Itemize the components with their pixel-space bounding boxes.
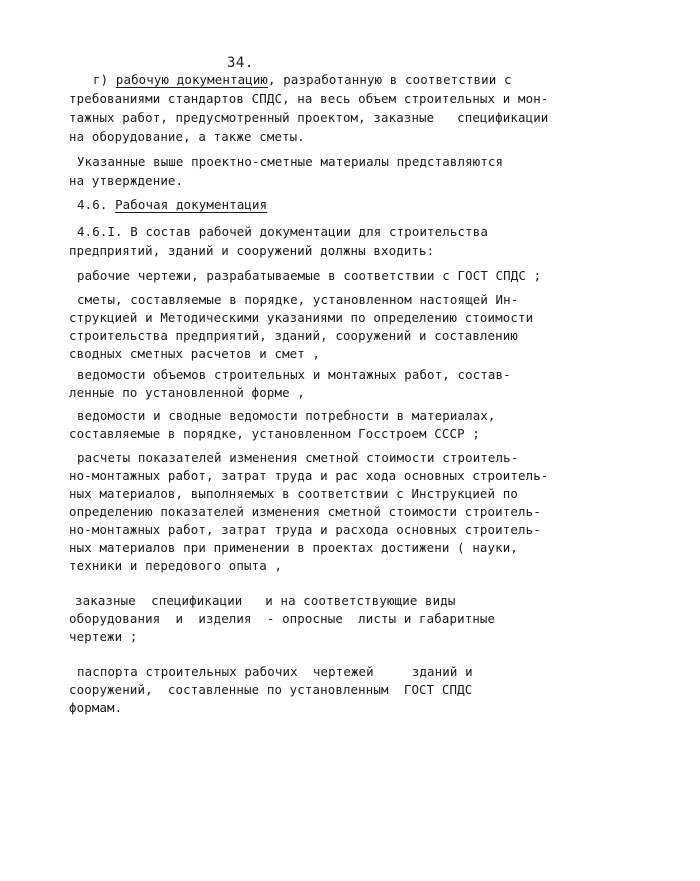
item-marker: г) [93,72,116,87]
text-line: определению показателей изменения сметной стоимости строитель- [69,504,541,519]
text-line: составляемые в порядке, установленном Госстроем СССР ; [69,426,480,441]
section-heading [77,196,267,214]
text-line: но-монтажных работ, затрат труда и расхода основных строитель- [69,522,541,537]
text-line: сводных сметных расчетов и смет , [69,346,321,361]
text-line: оборудования и изделия - опросные листы и габаритные [69,611,496,626]
text-line: предприятий, зданий и сооружений должны входить: [69,243,435,258]
text-line: ных материалов, выполняемых в соответствии с Инструкцией по [69,486,518,501]
text-line: ленные по установленной форме , [69,385,305,400]
page-number: 34. [227,55,254,71]
text-line: требованиями стандартов СПДС, на весь объем строительных и мон- [69,91,549,106]
text-line: техники и передового опыта , [69,558,283,573]
list-item: ведомости и сводные ведомости потребности в материалах, [77,408,496,423]
text-line: на оборудование, а также сметы. [69,129,305,144]
list-item: расчеты показателей изменения сметной стоимости строитель- [77,450,519,465]
list-item: ведомости объемов строительных и монтажных работ, состав- [77,367,511,382]
section-number: 4.6. [77,197,116,212]
line-text: , разработанную в соответствии с [268,72,512,87]
text-line: 4.6.I. В состав рабочей документации для строительства [77,224,488,239]
underlined-term: рабочую документацию [115,72,269,87]
list-item: сметы, составляемые в порядке, установленном настоящей Ин- [77,292,519,307]
text-line: ных материалов при применении в проектах достижени ( науки, [69,540,518,555]
text-line: строительства предприятий, зданий, сооружений и составлению [69,328,518,343]
text-line: сооружений, составленные по установленным ГОСТ СПДС [69,682,473,697]
list-item: заказные спецификации и на соответствующие виды [75,593,456,608]
list-item: паспорта строительных рабочих чертежей зданий и [77,664,473,679]
text-line: чертежи ; [69,629,138,644]
text-line: но-монтажных работ, затрат труда и рас хода основных строитель- [69,468,549,483]
section-title: Рабочая документация [115,197,268,212]
text-line [93,71,512,89]
text-line: тажных работ, предусмотренный проектом, заказные спецификации [69,110,549,125]
text-line: Указанные выше проектно-сметные материалы представляются [77,154,504,169]
text-line: струкцией и Методическими указаниями по определению стоимости [69,310,534,325]
text-line: формам. [69,700,123,715]
text-line: на утверждение. [69,173,184,188]
list-item: рабочие чертежи, разрабатываемые в соответствии с ГОСТ СПДС ; [77,268,542,283]
